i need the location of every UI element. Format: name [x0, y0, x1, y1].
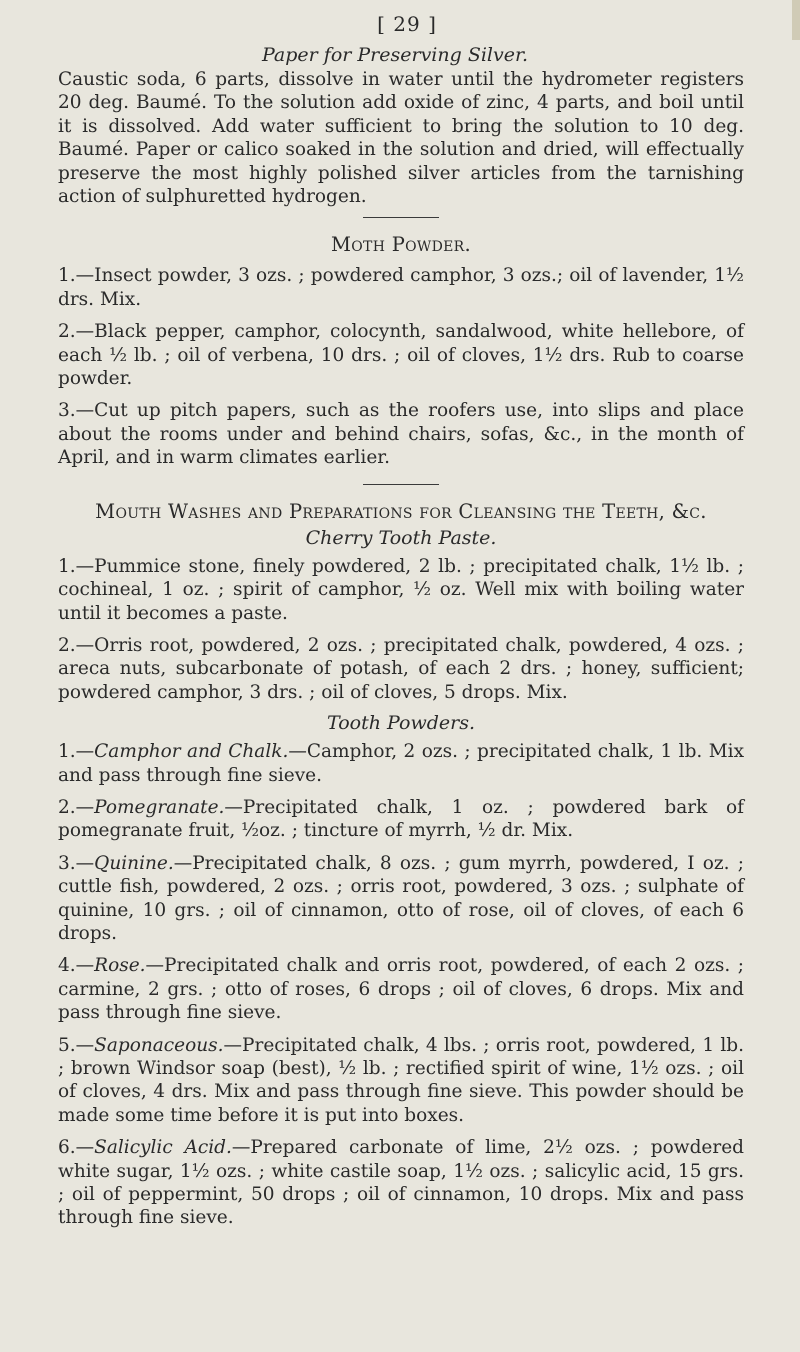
recipe-text: —Camphor, 2 ozs. ; precipitated chalk, 1 lb. Mix and pass through fine sieve. [58, 741, 745, 786]
recipe-number: 5.— [58, 1034, 95, 1056]
divider [363, 484, 439, 485]
moth-recipe-2: 2.—Black pepper, camphor, colocynth, sandalwood, white hellebore, of each ½ lb. ; oil of verbena, 10 drs. ; oil of cloves, 1½ drs. Rub to coarse powder. [58, 321, 744, 390]
moth-title: Moth Powder. [331, 233, 471, 257]
paste-recipe-1: 1.—Pummice stone, finely powdered, 2 lb. ; precipitated chalk, 1½ lb. ; cochineal, 1 oz. ; spirit of camphor, ½ oz. Well mix with boiling water until it becomes a paste. [58, 555, 744, 624]
scan-edge-mark [792, 0, 800, 40]
powder-recipe-1 [58, 740, 744, 787]
mouth-title: Mouth Washes and Preparations for Cleansing the Teeth, &c. [95, 499, 707, 523]
recipe-name: Salicylic Acid. [94, 1137, 232, 1159]
silver-body: Caustic soda, 6 parts, dissolve in water until the hydrometer registers 20 deg. Baumé. To the solution add oxide of zinc, 4 parts, and boil until it is dissolved. Add water sufficient to bring the solution to 10 deg. Baumé. Paper or calico soaked in the solution and dried, will effectually preserve the most highly polished silver articles from the tarnishing action of sulphuretted hydrogen. [58, 69, 744, 208]
recipe-text: —Precipitated chalk, 1 oz. ; powdered bark of pomegranate fruit, ½oz. ; tincture of myrrh, ½ dr. Mix. [58, 796, 744, 842]
recipe-name: Rose. [94, 955, 146, 977]
recipe-text: —Precipitated chalk, 8 ozs. ; gum myrrh, powdered, I oz. ; cuttle fish, powdered, 2 ozs. ; orris root, powdered, 3 ozs. ; sulphate of quinine, 10 grs. ; oil of cinnamon, otto of rose, oil of cloves, of each 6 drops. [58, 852, 744, 944]
recipe-name: Pomegranate. [94, 796, 225, 818]
recipe-name: Saponaceous. [94, 1034, 224, 1056]
powder-recipe-3 [58, 852, 744, 946]
recipe-number: 2.— [58, 796, 95, 818]
silver-title: Paper for Preserving Silver. [262, 44, 528, 66]
cherry-paste-title: Cherry Tooth Paste. [305, 526, 497, 549]
paste-recipe-2: 2.—Orris root, powdered, 2 ozs. ; precipitated chalk, powdered, 4 ozs. ; areca nuts, subcarbonate of potash, of each 2 drs. ; honey, sufficient; powdered camphor, 3 drs. ; oil of cloves, 5 drops. Mix. [58, 634, 744, 703]
recipe-number: 4.— [58, 955, 95, 977]
page-number: [ 29 ] [377, 12, 437, 36]
recipe-text: —Precipitated chalk and orris root, powdered, of each 2 ozs. ; carmine, 2 grs. ; otto of roses, 6 drops ; oil of cloves, 6 drops. Mix and pass through fine sieve. [58, 955, 744, 1024]
powder-recipe-2 [58, 796, 744, 843]
powder-recipe-4 [58, 954, 744, 1024]
recipe-text: —Precipitated chalk, 4 lbs. ; orris root, powdered, 1 lb. ; brown Windsor soap (best), ½ lb. ; rectified spirit of wine, 1½ ozs. ; oil of cloves, 4 drs. Mix and pass through fine sieve. This powder should be made some time before it is put into boxes. [58, 1034, 744, 1126]
moth-recipe-3: 3.—Cut up pitch papers, such as the roofers use, into slips and place about the rooms under and behind chairs, sofas, &c., in the month of April, and in warm climates earlier. [58, 400, 744, 469]
recipe-name: Camphor and Chalk. [94, 741, 289, 763]
powder-recipe-5 [58, 1034, 744, 1128]
recipe-number: 6.— [58, 1137, 95, 1159]
moth-recipe-1: 1.—Insect powder, 3 ozs. ; powdered camphor, 3 ozs.; oil of lavender, 1½ drs. Mix. [58, 265, 744, 310]
recipe-number: 3.— [58, 852, 95, 874]
divider [363, 217, 439, 218]
recipe-name: Quinine. [94, 852, 174, 874]
tooth-powders-title: Tooth Powders. [327, 712, 475, 735]
recipe-number: 1.— [58, 741, 95, 763]
recipe-text: —Prepared carbonate of lime, 2½ ozs. ; powdered white sugar, 1½ ozs. ; white castile soap, 1½ ozs. ; salicylic acid, 15 grs. ; oil of peppermint, 50 drops ; oil of cinnamon, 10 drops. Mix and pass through fine sieve. [58, 1137, 745, 1229]
powder-recipe-6 [58, 1136, 744, 1230]
